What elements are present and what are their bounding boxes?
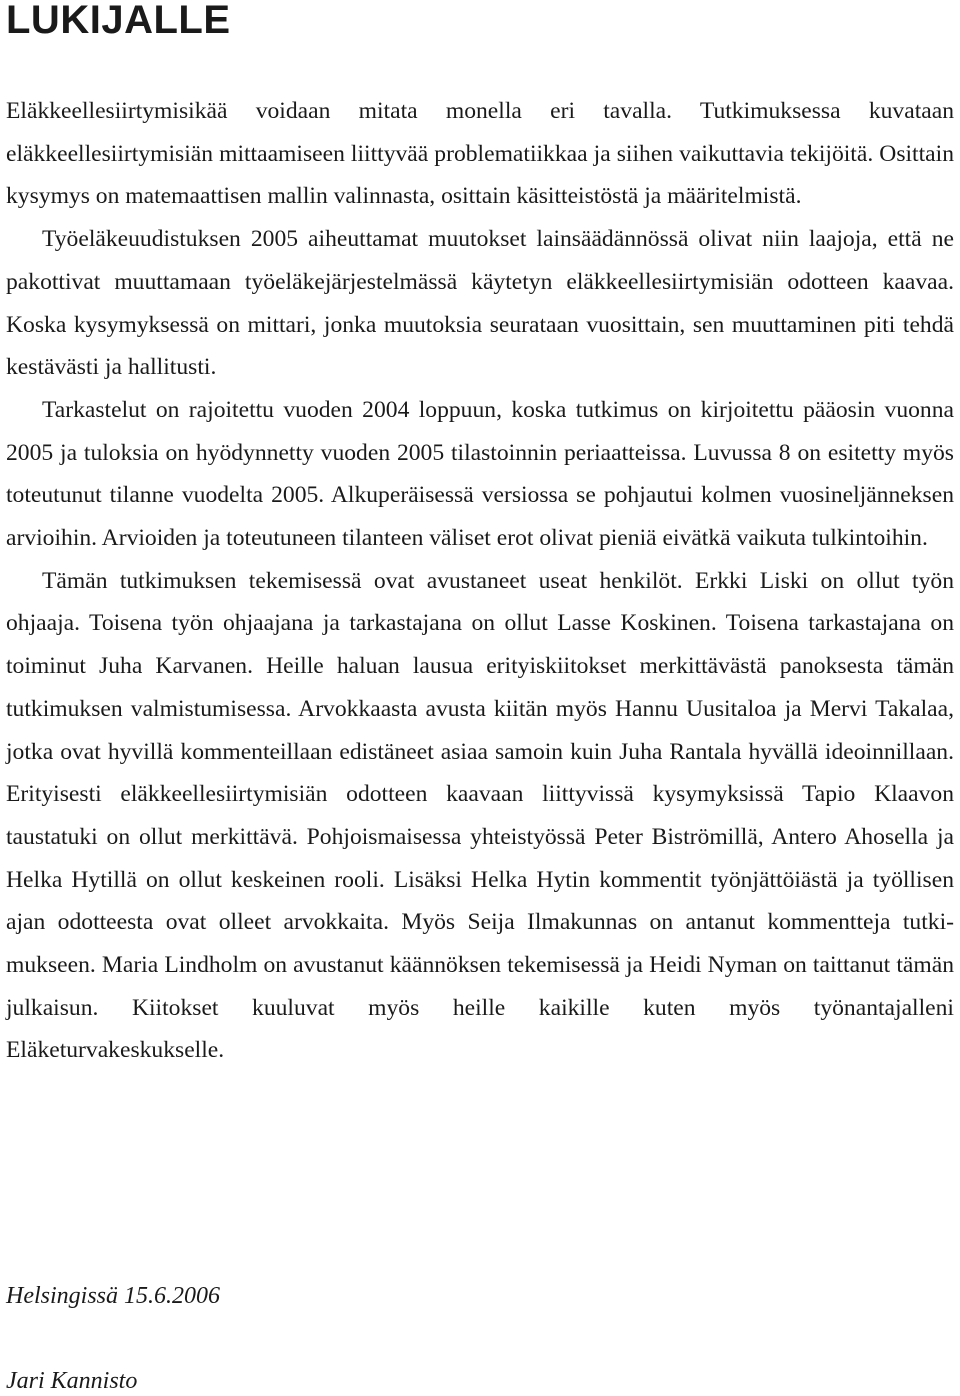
paragraph-acknowledgements: Tämän tutkimuksen tekemisessä ovat avustaneet useat henkilöt. Erkki Liski on ollut työn ohjaaja. Toisena työn ohjaajana ja tarkastajana on ollut Lasse Koskinen. Toisena tarkastajana on toiminut Juha Karvanen. Heille haluan lausua erityiskiitokset merkittävästä panoksesta tämän tutkimuksen valmistumisessa. Arvokkaasta avusta kiitän myös Hannu Uusitaloa ja Mervi Takalaa, jotka ovat hyvillä kommenteillaan edistäneet asiaa samoin kuin Juha Rantala hyvällä ideoinnillaan. Erityisesti eläkkeellesiirtymisiän odotteen kaavaan liittyvissä kysymyksissä Tapio Klaavon taustatuki on ollut merkittävä. Pohjoismaisessa yhteistyössä Peter Biströmillä, Antero Ahosella ja Helka Hytillä on ollut keskeinen rooli. Lisäksi Helka Hytin kommentit työnjättöiästä ja työllisen ajan odotteesta ovat olleet arvokkaita. Myös Seija Ilmakunnas on antanut kommentteja tutkimukseen. Maria Lindholm on avustanut käännöksen tekemisessä ja Heidi Nyman on taittanut tämän julkaisun. Kiitokset kuuluvat myös heille kaikille kuten myös työnantajalleni Eläketurvakeskukselle. [6, 567, 954, 1064]
paragraph-scope: Tarkastelut on rajoitettu vuoden 2004 loppuun, koska tutkimus on kirjoitettu pääosin vuonna 2005 ja tuloksia on hyödynnetty vuoden 2005 tilastoinnin periaatteissa. Luvussa 8 on esitetty myös toteutunut tilanne vuodelta 2005. Alkuperäisessä versiossa se pohjautui kolmen vuosineljänneksen arvioihin. Arvioiden ja toteutuneen tilanteen väliset erot olivat pieniä eivätkä vaikuta tulkintoihin. [6, 396, 954, 552]
body-text [6, 90, 954, 1072]
paragraph-reform: Työeläkeuudistuksen 2005 aiheuttamat muutokset lainsäädännössä olivat niin laajoja, että ne pakottivat muuttamaan työeläkejärjestelmässä käytetyn eläkkeellesiirtymisiän odotteen kaavaa. Koska kysymyksessä on mittari, jonka muutoksia seurataan vuosittain, sen muuttaminen piti tehdä kestävästi ja hallitusti. [6, 226, 954, 381]
signature-author: Jari Kannisto [6, 1368, 138, 1394]
signature-place-date: Helsingissä 15.6.2006 [6, 1283, 221, 1309]
page-title: LUKIJALLE [6, 0, 231, 42]
paragraph-intro: Eläkkeellesiirtymisikää voidaan mitata monella eri tavalla. Tutkimuksessa kuvataan eläkkeellesiirtymisiän mittaamiseen liittyvää problematiikkaa ja siihen vaikuttavia tekijöitä. Osittain kysymys on matemaattisen mallin valinnasta, osittain käsitteistöstä ja määritelmistä. [6, 98, 954, 210]
